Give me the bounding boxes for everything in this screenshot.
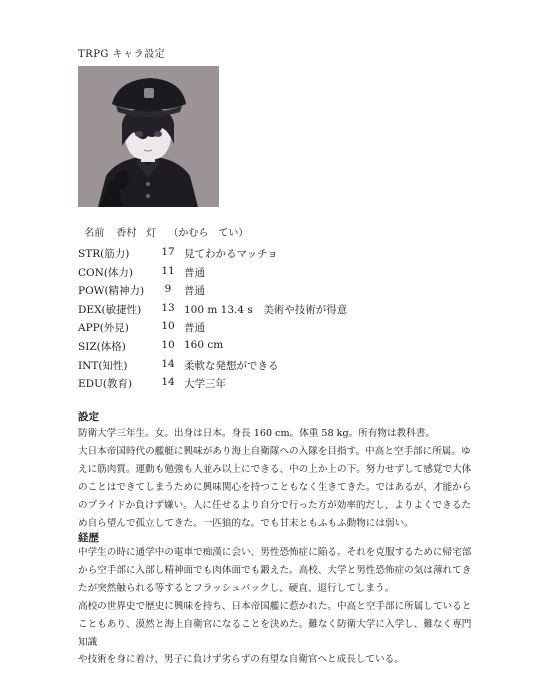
stat-note: 普通 bbox=[184, 285, 205, 298]
character-portrait-icon bbox=[78, 66, 219, 207]
settings-line: 防衛大学三年生。女。出身は日本。身長 160 cm。体重 58 kg。所有物は教科書。 bbox=[78, 428, 435, 439]
history-line: や技術を身に着け、男子に負けず劣らずの有望な自衛官へと成長している。 bbox=[78, 654, 404, 666]
stat-note: 普通 bbox=[184, 266, 205, 279]
stat-note: 大学三年 bbox=[184, 378, 226, 391]
stat-name: SIZ(体格) bbox=[78, 340, 126, 353]
character-name-line bbox=[78, 213, 260, 239]
stat-note: 普通 bbox=[184, 322, 205, 335]
stat-name: POW(精神力) bbox=[78, 285, 145, 298]
stat-note: 160 cm bbox=[184, 338, 224, 351]
settings-heading: 設定 bbox=[78, 411, 99, 423]
stat-name: STR(筋力) bbox=[78, 248, 130, 260]
history-line: こともあり、漠然と海上自衛官になることを決めた。難なく防衛大学に入学し、難なく専門知識 bbox=[78, 618, 472, 648]
history-line: 中学生の時に通学中の電車で痴漢に会い、男性恐怖症に陥る。それを克服するために帰宅部 bbox=[78, 547, 472, 558]
name-label: 名前 bbox=[84, 228, 105, 239]
history-body bbox=[78, 544, 474, 669]
stat-name: DEX(敏捷性) bbox=[78, 303, 142, 316]
document-title: TRPG キャラ設定 bbox=[78, 49, 166, 60]
stat-name: INT(知性) bbox=[78, 359, 128, 372]
settings-line: のプライドか負けず嫌い。人に任せるより自分で行った方が効率的だし、よりよくできるた bbox=[78, 499, 472, 511]
stat-value: 11 bbox=[161, 264, 175, 277]
history-heading: 経歴 bbox=[78, 532, 99, 544]
stat-note: 見てわかるマッチョ bbox=[184, 248, 278, 260]
name-reading: （かむら てい） bbox=[168, 228, 249, 239]
stat-name: APP(外見) bbox=[78, 322, 129, 335]
settings-line: えに筋肉質。運動も勉強も人並み以上にできる、中の上か上の下。努力せずして感覚で大体 bbox=[78, 463, 472, 475]
history-line: たが突然触られる等するとフラッシュバックし、硬直、退行してしまう。 bbox=[78, 582, 395, 594]
stat-value: 14 bbox=[161, 376, 175, 389]
stat-note: 柔軟な発想ができる bbox=[184, 359, 279, 372]
stat-value: 13 bbox=[161, 301, 175, 314]
settings-line: 大日本帝国時代の艦艇に興味があり海上自衛隊への入隊を目指す。中高と空手部に所属。ゆ bbox=[78, 445, 471, 457]
name-value: 香村 灯 bbox=[116, 228, 157, 239]
stat-name: EDU(教育) bbox=[78, 378, 133, 391]
history-line: から空手部に入部し精神面でも肉体面でも鍛えた。高校、大学と男性恐怖症の気は薄れてき bbox=[78, 564, 472, 576]
settings-body bbox=[78, 425, 474, 532]
settings-line: のことはできてしまうために興味関心を持つこともなく生きてきた。ではあるが、才能から bbox=[78, 481, 472, 493]
stat-value: 14 bbox=[161, 357, 175, 370]
history-line: 高校の世界史で歴史に興味を持ち、日本帝国艦に惹かれた。中高と空手部に所属していると bbox=[78, 600, 472, 612]
stat-note: 100 m 13.4 s 美術や技術が得意 bbox=[184, 303, 348, 316]
stat-name: CON(体力) bbox=[78, 266, 134, 279]
stat-value: 9 bbox=[164, 283, 172, 296]
settings-line: め自ら望んで孤立してきた。一匹狼的な。でも甘末ともふもふ動物には弱い。 bbox=[78, 517, 414, 529]
stat-value: 10 bbox=[161, 338, 175, 351]
character-portrait-image bbox=[78, 66, 219, 207]
stat-value: 10 bbox=[161, 320, 175, 333]
stat-value: 17 bbox=[161, 246, 175, 258]
